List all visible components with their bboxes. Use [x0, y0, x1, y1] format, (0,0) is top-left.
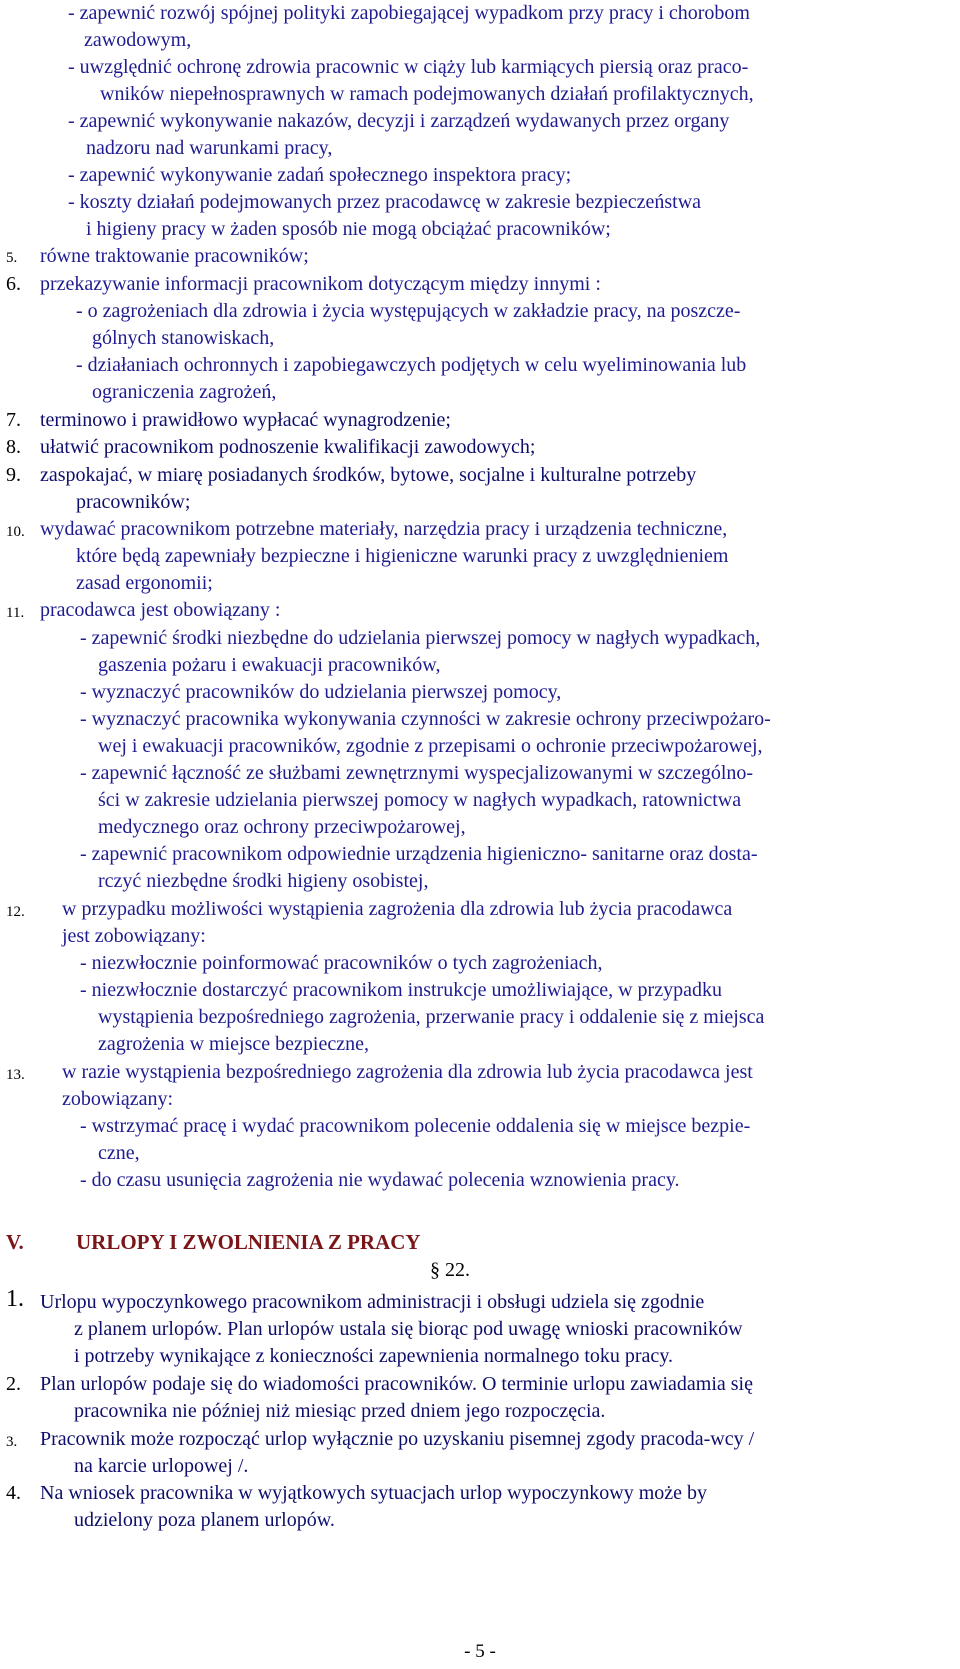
- item-text: czne,: [98, 1142, 140, 1164]
- item-number: 6.: [6, 273, 21, 295]
- item-text: udzielony poza planem urlopów.: [74, 1509, 335, 1531]
- item-text: równe traktowanie pracowników;: [40, 245, 309, 267]
- item-text: na karcie urlopowej /.: [74, 1455, 249, 1477]
- item-text: Plan urlopów podaje się do wiadomości pracowników. O terminie urlopu zawiadamia się: [40, 1373, 753, 1395]
- section-roman-numeral: V.: [6, 1230, 24, 1254]
- item-number: 2.: [6, 1373, 21, 1395]
- item-text: wystąpienia bezpośredniego zagrożenia, przerwanie pracy i oddalenie się z miejsca: [98, 1006, 765, 1028]
- item-text: Urlopu wypoczynkowego pracownikom administracji i obsługi udziela się zgodnie: [40, 1291, 705, 1313]
- text-line: - koszty działań podejmowanych przez pracodawcę w zakresie bezpieczeństwa: [68, 191, 702, 213]
- item-text: zasad ergonomii;: [76, 572, 213, 594]
- item-text: ści w zakresie udzielania pierwszej pomocy w nagłych wypadkach, ratownictwa: [98, 789, 742, 811]
- item-number: 10.: [6, 524, 25, 540]
- item-number: 7.: [6, 409, 21, 431]
- item-text: jest zobowiązany:: [62, 925, 206, 947]
- text-line: - uwzględnić ochronę zdrowia pracownic w ciąży lub karmiących piersią oraz praco-: [68, 56, 749, 78]
- item-text: w przypadku możliwości wystąpienia zagrożenia dla zdrowia lub życia pracodawca: [62, 898, 733, 920]
- item-text: wydawać pracownikom potrzebne materiały, narzędzia pracy i urządzenia techniczne,: [40, 518, 728, 540]
- item-text: gólnych stanowiskach,: [92, 327, 275, 349]
- item-number: 5.: [6, 250, 18, 266]
- item-text: zagrożenia w miejsce bezpieczne,: [98, 1033, 369, 1055]
- item-text: medycznego oraz ochrony przeciwpożarowej,: [98, 816, 466, 838]
- item-text: - do czasu usunięcia zagrożenia nie wydawać polecenia wznowienia pracy.: [80, 1169, 680, 1191]
- item-text: ułatwić pracownikom podnoszenie kwalifikacji zawodowych;: [40, 436, 536, 458]
- section-title: URLOPY I ZWOLNIENIA Z PRACY: [76, 1230, 421, 1254]
- item-number: 11.: [6, 605, 25, 621]
- item-text: - o zagrożeniach dla zdrowia i życia występujących w zakładzie pracy, na poszcze-: [76, 300, 741, 322]
- item-text: zobowiązany:: [62, 1088, 174, 1110]
- text-line: - zapewnić wykonywanie zadań społecznego inspektora pracy;: [68, 164, 572, 186]
- item-text: z planem urlopów. Plan urlopów ustala się biorąc pod uwagę wnioski pracowników: [74, 1318, 743, 1340]
- item-text: i potrzeby wynikające z konieczności zapewnienia normalnego toku pracy.: [74, 1345, 674, 1367]
- item-text: wej i ewakuacji pracowników, zgodnie z przepisami o ochronie przeciwpożarowej,: [98, 735, 763, 757]
- item-text: - zapewnić pracownikom odpowiednie urządzenia higieniczno- sanitarne oraz dosta-: [80, 843, 758, 865]
- item-text: w razie wystąpienia bezpośredniego zagrożenia dla zdrowia lub życia pracodawca jest: [62, 1061, 753, 1083]
- item-text: Na wniosek pracownika w wyjątkowych sytuacjach urlop wypoczynkowy może by: [40, 1482, 708, 1504]
- item-text: Pracownik może rozpocząć urlop wyłącznie po uzyskaniu pisemnej zgody pracoda-wcy /: [40, 1428, 755, 1450]
- item-text: - zapewnić środki niezbędne do udzielania pierwszej pomocy w nagłych wypadkach,: [80, 627, 761, 649]
- item-text: przekazywanie informacji pracownikom dotyczącym między innymi :: [40, 273, 601, 295]
- item-text: - działaniach ochronnych i zapobiegawczych podjętych w celu wyeliminowania lub: [76, 354, 747, 376]
- text-line: wników niepełnosprawnych w ramach podejmowanych działań profilaktycznych,: [100, 83, 754, 105]
- item-number: 3.: [6, 1434, 18, 1450]
- item-number: 9.: [6, 464, 21, 486]
- text-line: - zapewnić rozwój spójnej polityki zapobiegającej wypadkom przy pracy i chorobom: [68, 2, 750, 24]
- item-text: - niezwłocznie dostarczyć pracownikom instrukcje umożliwiające, w przypadku: [80, 979, 722, 1001]
- item-number: 13.: [6, 1067, 25, 1083]
- item-number: 8.: [6, 436, 21, 458]
- item-text: - wyznaczyć pracowników do udzielania pierwszej pomocy,: [80, 681, 562, 703]
- text-line: i higieny pracy w żaden sposób nie mogą obciążać pracowników;: [86, 218, 611, 240]
- item-text: - zapewnić łączność ze służbami zewnętrznymi wyspecjalizowanymi w szczególno-: [80, 762, 754, 784]
- text-line: zawodowym,: [84, 29, 192, 51]
- paragraph-number: § 22.: [430, 1259, 470, 1281]
- page-number: - 5 -: [464, 1641, 496, 1662]
- item-text: które będą zapewniały bezpieczne i higieniczne warunki pracy z uwzględnieniem: [76, 545, 729, 567]
- item-text: pracownika nie później niż miesiąc przed dniem jego rozpoczęcia.: [74, 1400, 606, 1422]
- text-line: - zapewnić wykonywanie nakazów, decyzji i zarządzeń wydawanych przez organy: [68, 110, 730, 132]
- item-number: 1.: [6, 1286, 24, 1312]
- item-text: ograniczenia zagrożeń,: [92, 381, 277, 403]
- item-text: rczyć niezbędne środki higieny osobistej,: [98, 870, 429, 892]
- item-text: terminowo i prawidłowo wypłacać wynagrodzenie;: [40, 409, 451, 431]
- item-number: 12.: [6, 904, 25, 920]
- item-text: - niezwłocznie poinformować pracowników o tych zagrożeniach,: [80, 952, 603, 974]
- item-text: - wyznaczyć pracownika wykonywania czynności w zakresie ochrony przeciwpożaro-: [80, 708, 771, 730]
- item-text: - wstrzymać pracę i wydać pracownikom polecenie oddalenia się w miejsce bezpie-: [80, 1115, 751, 1137]
- item-number: 4.: [6, 1482, 21, 1504]
- item-text: pracowników;: [76, 491, 191, 513]
- item-text: pracodawca jest obowiązany :: [40, 599, 281, 621]
- item-text: zaspokajać, w miarę posiadanych środków, bytowe, socjalne i kulturalne potrzeby: [40, 464, 697, 486]
- text-line: nadzoru nad warunkami pracy,: [86, 137, 333, 159]
- item-text: gaszenia pożaru i ewakuacji pracowników,: [98, 654, 441, 676]
